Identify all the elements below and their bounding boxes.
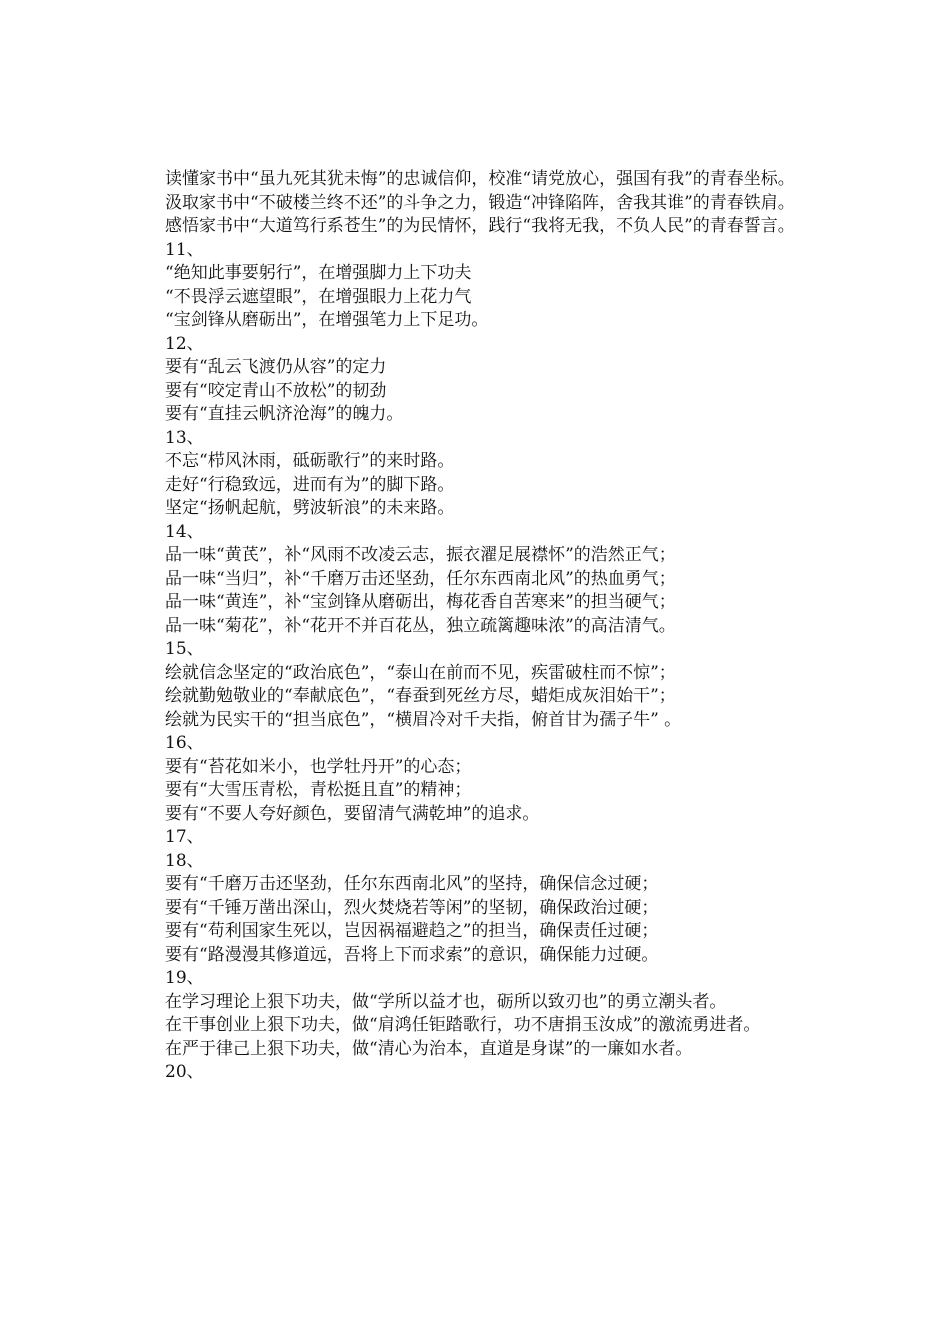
paragraph: 要有“直挂云帆济沧海”的魄力。	[165, 404, 404, 424]
section-number: 18、	[165, 850, 204, 871]
paragraph: 在严于律己上狠下功夫，做“清心为治本，直道是身谋”的一廉如水者。	[165, 1038, 693, 1059]
paragraph: 要有“路漫漫其修道远，吾将上下而求索”的意识，确保能力过硬。	[165, 944, 659, 965]
document-page	[130, 168, 820, 1085]
section-number: 13、	[165, 427, 204, 448]
section-number: 14、	[165, 521, 204, 542]
paragraph: 坚定“扬帆起航，劈波斩浪”的未来路。	[165, 498, 455, 518]
paragraph: 汲取家书中“不破楼兰终不还”的斗争之力，锻造“冲锋陷阵，舍我其谁”的青春铁肩。	[165, 192, 795, 213]
paragraph: 品一味“当归”，补“千磨万击还坚劲，任尔东西南北风”的热血勇气；	[165, 568, 676, 589]
section-number: 20、	[165, 1062, 204, 1082]
paragraph: 要有“苔花如米小，也学牡丹开”的心态；	[165, 756, 472, 777]
paragraph: “不畏浮云遮望眼”，在增强眼力上花力气	[165, 286, 472, 307]
paragraph: 要有“咬定青山不放松”的韧劲	[165, 380, 387, 401]
section-number: 19、	[165, 968, 204, 988]
paragraph: “宝剑锋从磨砺出”，在增强笔力上下足功。	[165, 310, 489, 330]
section-number: 16、	[165, 733, 204, 753]
paragraph: 绘就为民实干的“担当底色”，“横眉冷对千夫指，俯首甘为孺子牛” 。	[165, 709, 682, 730]
paragraph: 绘就勤勉敬业的“奉献底色”，“春蚕到死丝方尽，蜡炬成灰泪始干”；	[165, 686, 676, 706]
section-number: 11、	[165, 239, 204, 260]
paragraph: 走好“行稳致远，进而有为”的脚下路。	[165, 474, 455, 495]
paragraph: 要有“大雪压青松，青松挺且直”的精神；	[165, 780, 472, 800]
section-number: 17、	[165, 827, 204, 847]
paragraph: 要有“千磨万击还坚劲，任尔东西南北风”的坚持，确保信念过硬；	[165, 874, 659, 894]
section-number: 15、	[165, 639, 204, 659]
paragraph: 在干事创业上狠下功夫，做“肩鸿任钜踏歌行，功不唐捐玉汝成”的激流勇进者。	[165, 1015, 761, 1035]
paragraph: 读懂家书中“虽九死其犹未悔”的忠诚信仰，校准“请党放心，强国有我”的青春坐标。	[165, 169, 795, 189]
paragraph: 感悟家书中“大道笃行系苍生”的为民情怀，践行“我将无我，不负人民”的青春誓言。	[165, 216, 795, 236]
paragraph: 品一味“菊花”，补“花开不并百花丛，独立疏篱趣味浓”的高洁清气。	[165, 615, 676, 636]
section-number: 12、	[165, 333, 204, 354]
paragraph: 品一味“黄芪”，补“风雨不改凌云志，振衣濯足展襟怀”的浩然正气；	[165, 545, 676, 565]
paragraph: 要有“千锤万凿出深山，烈火焚烧若等闲”的坚韧，确保政治过硬；	[165, 897, 659, 918]
paragraph: 在学习理论上狠下功夫，做“学所以益才也，砺所以致刃也”的勇立潮头者。	[165, 991, 727, 1012]
paragraph: “绝知此事要躬行”，在增强脚力上下功夫	[165, 263, 472, 283]
paragraph: 要有“乱云飞渡仍从容”的定力	[165, 357, 387, 377]
paragraph: 要有“不要人夸好颜色，要留清气满乾坤”的追求。	[165, 803, 540, 824]
paragraph: 要有“苟利国家生死以，岂因祸福避趋之”的担当，确保责任过硬；	[165, 921, 659, 941]
paragraph: 绘就信念坚定的“政治底色”，“泰山在前而不见，疾雷破柱而不惊”；	[165, 662, 676, 683]
paragraph: 品一味“黄连”，补“宝剑锋从磨砺出，梅花香自苦寒来”的担当硬气；	[165, 592, 676, 612]
paragraph: 不忘“栉风沐雨，砥砺歌行”的来时路。	[165, 451, 455, 471]
